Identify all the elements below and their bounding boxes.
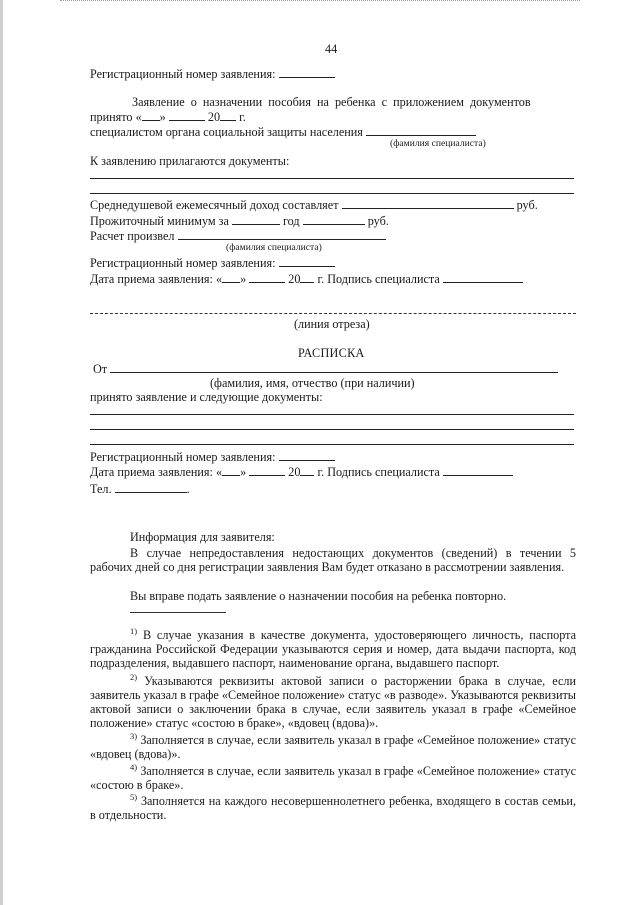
footnote-5-number: 5) [130, 791, 138, 802]
footnote-4-text: Заполняется в случае, если заявитель указал в графе «Семейное положение» статус «состою в браке». [90, 764, 577, 792]
calc-field[interactable] [178, 229, 386, 240]
from-field[interactable] [110, 362, 558, 373]
cut-line [90, 313, 576, 314]
date-year-field-2[interactable] [300, 465, 314, 476]
page-number: 44 [325, 42, 338, 56]
specialist-caption: (фамилия специалиста) [390, 138, 486, 149]
from-label: От [93, 362, 108, 376]
accepted-year-field[interactable] [220, 110, 236, 121]
footnote-5 [90, 791, 576, 822]
subsistence-period-field[interactable] [232, 214, 280, 225]
subsistence-amount-field[interactable] [303, 214, 365, 225]
footnote-1-number: 1) [130, 625, 138, 636]
reg-number-field-2[interactable] [279, 256, 335, 267]
accepted-year: 20 [207, 110, 221, 124]
reg-number-row-2 [90, 256, 335, 269]
footnote-3-number: 3) [130, 730, 138, 741]
calc-label: Расчет произвел [90, 229, 175, 243]
specialist-field[interactable] [366, 125, 476, 136]
tel-label: Тел. [90, 482, 112, 496]
receipt-title: РАСПИСКА [298, 346, 365, 360]
accepted-day-field[interactable] [142, 110, 160, 121]
attached-docs-line-2[interactable] [90, 193, 574, 194]
tel-field[interactable] [115, 482, 187, 493]
income-label: Среднедушевой ежемесячный доход составляет [90, 198, 339, 212]
cut-line-caption: (линия отреза) [294, 317, 370, 331]
date-year: 20 [288, 272, 301, 286]
income-currency: руб. [516, 198, 538, 212]
accepted-mid: » [159, 110, 166, 124]
reg-number-row-3 [90, 450, 335, 463]
footnote-4 [90, 761, 577, 792]
reg-number-field[interactable] [279, 67, 335, 78]
subsistence-label: Прожиточный минимум за [90, 214, 229, 228]
footnote-1 [90, 625, 577, 670]
from-row [93, 362, 558, 375]
reg-number-label-3: Регистрационный номер заявления: [90, 450, 276, 464]
accepted-month-field[interactable] [169, 110, 205, 121]
footnote-1-text: В случае указания в качестве документа, удостоверяющего личность, паспорта гражданина Российской Федерации указываются серия и номер, дата выдачи паспорта, код подразделения, выдавшего паспорт, наименование органа, выдавшего паспорт. [90, 628, 577, 670]
date-month-field-2[interactable] [249, 465, 285, 476]
received-docs-line-1[interactable] [90, 414, 574, 415]
info-paragraph-2: Вы вправе подать заявление о назначении пособия на ребенка повторно. [130, 589, 507, 603]
date-row [90, 272, 523, 285]
signature-field[interactable] [443, 272, 523, 283]
reg-number-field-3[interactable] [279, 450, 335, 461]
accepted-suffix: г. [239, 110, 246, 124]
footnote-2-number: 2) [130, 671, 138, 682]
date-suffix: г. Подпись специалиста [317, 272, 440, 286]
date-mid-2: » [240, 465, 247, 479]
reg-number-row [90, 67, 335, 80]
date-year-field[interactable] [300, 272, 314, 283]
reg-number-label-2: Регистрационный номер заявления: [90, 256, 276, 270]
income-row [90, 198, 538, 211]
calc-caption: (фамилия специалиста) [226, 242, 322, 253]
received-docs-line-2[interactable] [90, 429, 574, 430]
application-text: Заявление о назначении пособия на ребенка с приложением документов [132, 95, 531, 109]
scan-left-edge [0, 0, 3, 905]
date-label-2: Дата приема заявления: « [90, 465, 223, 479]
signature-field-2[interactable] [443, 465, 513, 476]
info-title: Информация для заявителя: [130, 530, 275, 544]
footnote-4-number: 4) [130, 761, 138, 772]
date-month-field[interactable] [249, 272, 285, 283]
specialist-label: специалистом органа социальной защиты населения [90, 125, 363, 139]
footnote-3 [90, 730, 577, 761]
info-paragraph-1: В случае непредоставления недостающих документов (сведений) в течении 5 рабочих дней со дня регистрации заявления Вам будет отказано в рассмотрении заявления. [90, 546, 576, 574]
footnote-2 [90, 671, 576, 730]
date-day-field[interactable] [222, 272, 240, 283]
date-year-2: 20 [288, 465, 301, 479]
scan-top-edge [60, 0, 580, 3]
attached-docs-line-1[interactable] [90, 178, 574, 179]
income-field[interactable] [342, 198, 514, 209]
fio-caption: (фамилия, имя, отчество (при наличии) [210, 376, 415, 390]
received-docs-line-3[interactable] [90, 444, 574, 445]
footnote-5-text: Заполняется на каждого несовершеннолетнего ребенка, входящего в состав семьи, в отдельности. [90, 794, 576, 822]
application-line [132, 96, 576, 108]
calc-row [90, 229, 386, 242]
footnote-separator [130, 612, 226, 613]
reg-number-label: Регистрационный номер заявления: [90, 67, 276, 81]
date-row-2 [90, 465, 513, 478]
accepted-row [90, 110, 246, 123]
date-label: Дата приема заявления: « [90, 272, 223, 286]
date-day-field-2[interactable] [222, 465, 240, 476]
received-label: принято заявление и следующие документы: [90, 390, 323, 404]
accepted-prefix: принято « [90, 110, 142, 124]
subsistence-currency: руб. [367, 214, 389, 228]
date-suffix-2: г. Подпись специалиста [317, 465, 440, 479]
specialist-row [90, 125, 476, 138]
footnote-3-text: Заполняется в случае, если заявитель указал в графе «Семейное положение» статус «вдовец (вдова)». [90, 733, 577, 761]
date-mid: » [240, 272, 247, 286]
tel-row: Тел. . [90, 482, 190, 496]
subsistence-row [90, 214, 389, 227]
footnote-2-text: Указываются реквизиты актовой записи о расторжении брака в случае, если заявитель указал в графе «Семейное положение» статус «в разводе». Указываются реквизиты актовой записи о заключении брака в случае, если заявитель указал в графе «Семейное положение» статус «состою в браке», «вдовец (вдова)». [90, 674, 576, 730]
attached-docs-label: К заявлению прилагаются документы: [90, 154, 290, 168]
subsistence-year: год [282, 214, 300, 228]
